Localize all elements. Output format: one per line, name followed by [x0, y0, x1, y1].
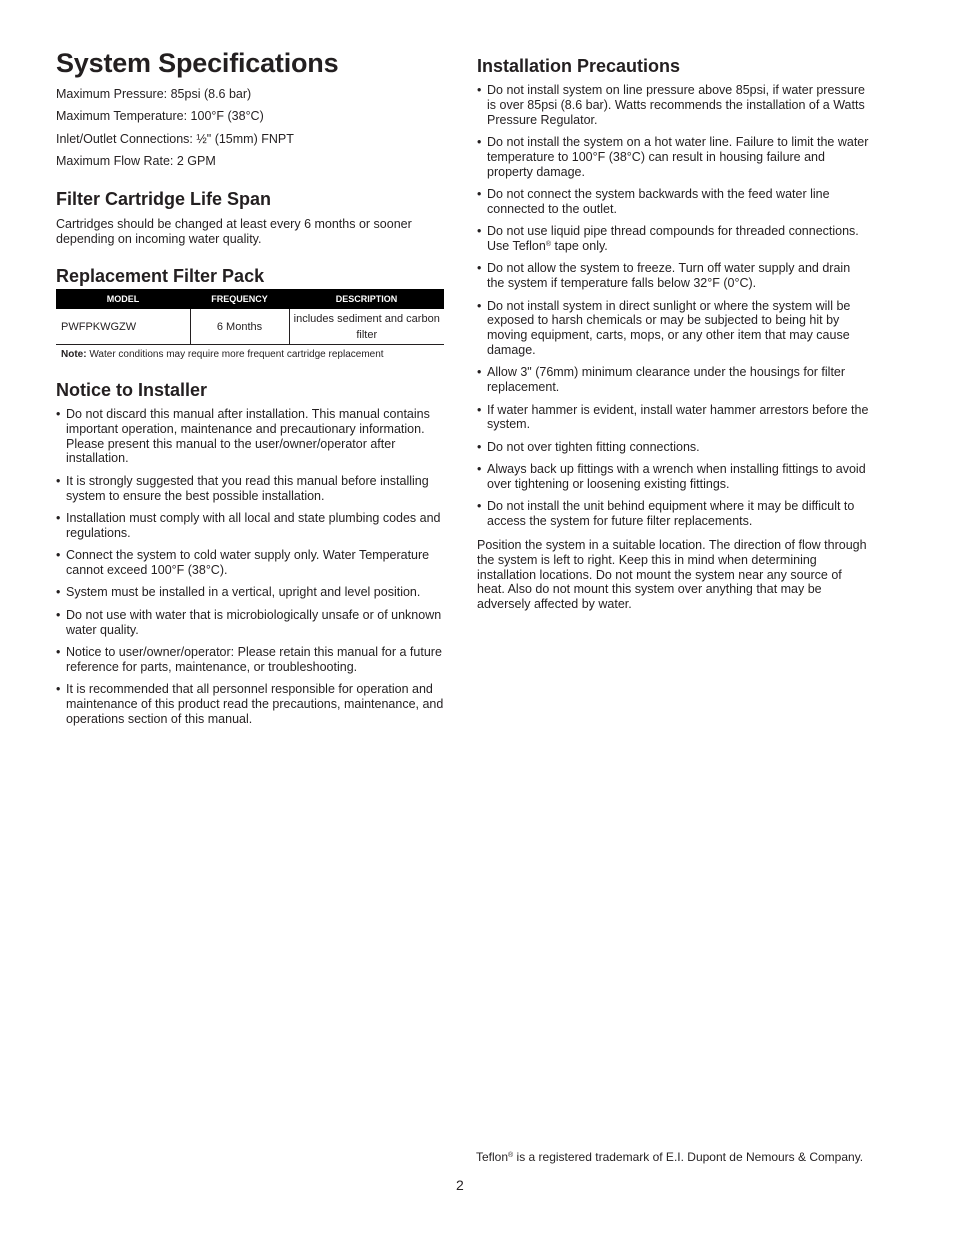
- filter-life-span-text: Cartridges should be changed at least every 6 months or sooner depending on incoming water quality.: [56, 217, 412, 246]
- list-item: • Do not over tighten fitting connections.: [477, 440, 869, 455]
- table-row: [56, 309, 444, 345]
- list-item: • Always back up fittings with a wrench when installing fittings to avoid over tightening or loosening existing fittings.: [477, 462, 869, 492]
- list-item: • Allow 3" (76mm) minimum clearance under the housings for filter replacement.: [477, 365, 869, 395]
- header-model: MODEL: [56, 289, 190, 309]
- page-number: 2: [456, 1177, 464, 1193]
- table-note-label: Note:: [61, 349, 87, 360]
- table-note-text: Water conditions may require more frequent cartridge replacement: [89, 349, 384, 360]
- replacement-filter-table: [56, 289, 444, 345]
- table-header-row: [56, 289, 444, 309]
- cell-description: includes sediment and carbon filter: [289, 309, 444, 345]
- installation-precautions-list: [477, 83, 869, 536]
- cell-frequency: 6 Months: [190, 309, 289, 345]
- list-item: • Installation must comply with all local and state plumbing codes and regulations.: [56, 511, 446, 541]
- registered-mark: ®: [508, 1152, 514, 1159]
- table-note: [61, 348, 384, 361]
- list-item: • Do not discard this manual after installation. This manual contains important operation, maintenance and precautionary information. Please present this manual to the user/owner/operator after installation.: [56, 407, 446, 466]
- header-frequency: FREQUENCY: [190, 289, 289, 309]
- list-item: • Do not connect the system backwards with the feed water line connected to the outlet.: [477, 187, 869, 217]
- cell-model: PWFPKWGZW: [56, 309, 190, 345]
- teflon-word: Teflon: [476, 1150, 509, 1164]
- replacement-pack-heading: Replacement Filter Pack: [56, 266, 265, 286]
- list-item: • Notice to user/owner/operator: Please retain this manual for a future reference for parts, maintenance, or troubleshooting.: [56, 645, 446, 675]
- list-item: • Do not allow the system to freeze. Turn off water supply and drain the system if temperature falls below 32°F (0°C).: [477, 261, 869, 291]
- registered-mark: ®: [545, 240, 552, 248]
- teflon-item-text: Do not use liquid pipe thread compounds for threaded connections. Use Teflon: [487, 224, 859, 253]
- spec-max-temperature: Maximum Temperature: 100°F (38°C): [56, 109, 264, 123]
- list-item: • Do not install system in direct sunlight or where the system will be exposed to harsh chemicals or may be subjected to being hit by moving equipment, carts, mops, or any other item that may cause damage.: [477, 299, 869, 358]
- list-item: • System must be installed in a vertical, upright and level position.: [56, 585, 446, 600]
- filter-life-span-heading: Filter Cartridge Life Span: [56, 189, 272, 209]
- spec-max-pressure: Maximum Pressure: 85psi (8.6 bar): [56, 87, 252, 101]
- trademark-footnote: [476, 1150, 863, 1165]
- list-item: • Do not use with water that is microbiologically unsafe or of unknown water quality.: [56, 608, 446, 638]
- installation-precautions-heading: Installation Precautions: [477, 56, 681, 76]
- spec-flow-rate: Maximum Flow Rate: 2 GPM: [56, 154, 216, 168]
- list-item: [477, 224, 869, 254]
- list-item: • Do not install the unit behind equipment where it may be difficult to access the system for future filter replacements.: [477, 499, 869, 529]
- list-item: • It is recommended that all personnel responsible for operation and maintenance of this product read the precautions, maintenance, and operations section of this manual.: [56, 682, 446, 726]
- list-item: • Do not install system on line pressure above 85psi, if water pressure is over 85psi (8.6 bar). Watts recommends the installation of a Watts Pressure Regulator.: [477, 83, 869, 127]
- list-item: • If water hammer is evident, install water hammer arrestors before the system.: [477, 403, 869, 433]
- header-description: DESCRIPTION: [289, 289, 444, 309]
- notice-to-installer-heading: Notice to Installer: [56, 380, 208, 400]
- list-item: • Do not install the system on a hot water line. Failure to limit the water temperature to 100°F (38°C) can result in housing failure and property damage.: [477, 135, 869, 179]
- notice-to-installer-list: [56, 407, 446, 734]
- installation-location-paragraph: Position the system in a suitable location. The direction of flow through the system is left to right. Keep this in mind when determining installation locations. Do not mount the system near any source of heat. Also do not mount this system over anything that may be adversely affected by water.: [477, 538, 867, 612]
- list-item: • It is strongly suggested that you read this manual before installing system to ensure the best possible installation.: [56, 474, 446, 504]
- list-item: • Connect the system to cold water supply only. Water Temperature cannot exceed 100°F (38°C).: [56, 548, 446, 578]
- spec-connections: Inlet/Outlet Connections: ½" (15mm) FNPT: [56, 132, 294, 146]
- teflon-item-suffix: tape only.: [551, 238, 608, 253]
- page-title: System Specifications: [56, 48, 339, 78]
- trademark-text: is a registered trademark of E.I. Dupont de Nemours & Company.: [513, 1150, 864, 1164]
